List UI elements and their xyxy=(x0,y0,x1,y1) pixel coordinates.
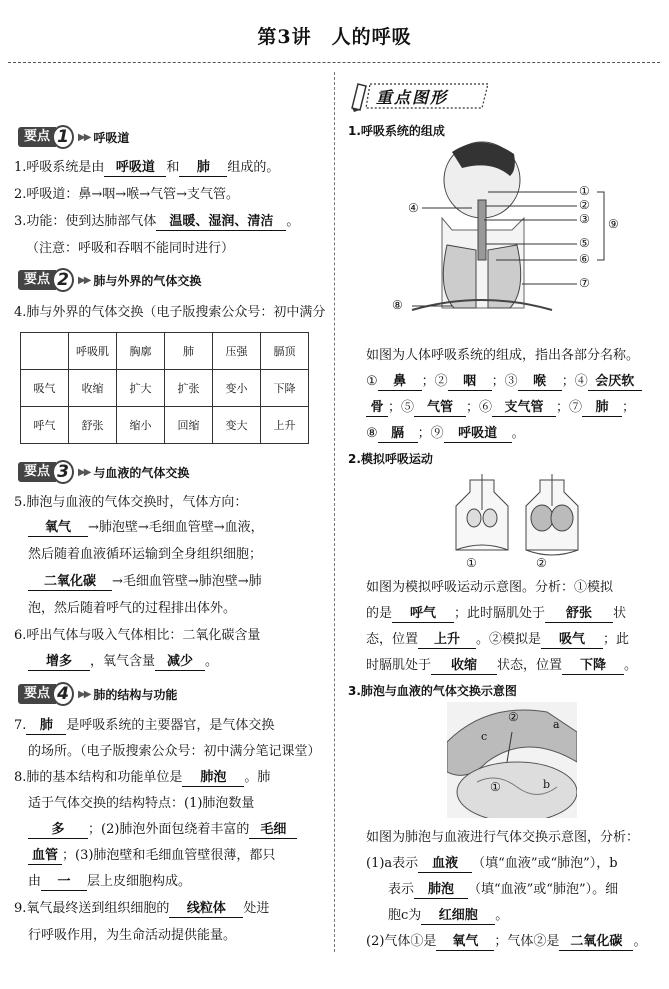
fig1-label-9: ⑨ xyxy=(608,217,619,231)
p3-line2: 氧气 →肺泡壁→毛细血管壁→血液， xyxy=(28,520,264,537)
s3-line2: (1)a表示 血液 （填“血液”或“肺泡”），b xyxy=(366,856,618,871)
answer-capillary-2: 血管 xyxy=(28,848,62,865)
point-number: 3 xyxy=(52,460,74,484)
fig1-label-8: ⑧ xyxy=(392,298,403,312)
point-tag: 要点 xyxy=(18,462,56,482)
point-number: 2 xyxy=(52,268,74,292)
s3-line1: 如图为肺泡与血液进行气体交换示意图，分析： xyxy=(366,830,640,845)
p4-line6: 血管 ；(3)肺泡壁和毛细血管壁很薄，都只 xyxy=(28,848,275,865)
p3-line7: 增多 ，氧气含量 减少 。 xyxy=(28,654,218,671)
point-badge-1 xyxy=(18,125,129,149)
header-divider xyxy=(8,62,660,63)
answer-many: 多 xyxy=(28,822,88,839)
s3-line5: (2)气体①是 氧气 ；气体②是 二氧化碳 。 xyxy=(366,934,647,949)
p1-line3: 3.功能：使到达肺部气体 温暖、湿润、清洁 。 xyxy=(14,214,300,229)
s2-line3: 态，位置 上升 。②模拟是 吸气 ；此 xyxy=(366,632,630,647)
point-badge-4 xyxy=(18,682,177,706)
p2-line1: 4.肺与外界的气体交换（电子版搜索公众号：初中满分 xyxy=(14,305,326,320)
fig3-label-2: ② xyxy=(508,710,519,724)
point-title: 与血液的气体交换 xyxy=(93,465,190,480)
point-title: 呼吸道 xyxy=(93,130,130,145)
key-figures-banner xyxy=(348,78,496,116)
s2-line1: 如图为模拟呼吸运动示意图。分析：①模拟 xyxy=(366,580,614,595)
point-number: 1 xyxy=(52,125,74,149)
p4-line5: 多 ；(2)肺泡外面包绕着丰富的 毛细 xyxy=(28,822,297,839)
point-title: 肺的结构与功能 xyxy=(93,687,178,702)
answer-decrease: 减少 xyxy=(155,654,205,671)
double-arrow-icon: ▶▶ xyxy=(78,688,90,700)
answer-function: 温暖、湿润、清洁 xyxy=(156,214,286,231)
fig1-label-2: ② xyxy=(579,198,590,212)
p4-line9: 行呼吸作用，为生命活动提供能量。 xyxy=(28,928,237,943)
banner-title: 重点图形 xyxy=(376,88,449,107)
p3-line5: 泡，然后随着呼气的过程排出体外。 xyxy=(28,601,237,616)
column-divider xyxy=(334,72,335,952)
double-arrow-icon: ▶▶ xyxy=(78,274,90,286)
fig1-label-6: ⑥ xyxy=(579,252,590,266)
fig3-label-1: ① xyxy=(490,780,501,794)
p4-line8: 9.氧气最终送到组织细胞的 线粒体 处进 xyxy=(14,901,270,916)
s3-line3: 表示 肺泡 （填“血液”或“肺泡”）。细 xyxy=(388,882,619,897)
s3-line4: 胞c为 红细胞 。 xyxy=(388,908,509,923)
p1-line1: 1.呼吸系统是由 呼吸道 和 肺 组成的。 xyxy=(14,160,280,175)
answer-one-layer: 一 xyxy=(41,874,87,891)
p4-line3: 8.肺的基本结构和功能单位是 肺泡 。肺 xyxy=(14,770,271,785)
answer-lung-organ: 肺 xyxy=(26,718,66,735)
p1-line2: 2.呼吸道：鼻→咽→喉→气管→支气管。 xyxy=(14,187,239,202)
p1-note: （注意：呼吸和吞咽不能同时进行） xyxy=(26,241,235,256)
double-arrow-icon: ▶▶ xyxy=(78,131,90,143)
s1-line4: ⑧ 膈 ；⑨ 呼吸道 。 xyxy=(366,426,525,441)
p3-line6: 6.呼出气体与吸入气体相比：二氧化碳含量 xyxy=(14,628,261,643)
fig1-label-3: ③ xyxy=(579,212,590,226)
answer-lung: 肺 xyxy=(179,160,227,177)
answer-respiratory-tract: 呼吸道 xyxy=(104,160,166,177)
answer-co2: 二氧化碳 xyxy=(28,574,112,591)
p3-line1: 5.肺泡与血液的气体交换时，气体方向： xyxy=(14,495,248,510)
point-title: 肺与外界的气体交换 xyxy=(93,273,202,288)
fig1-label-1: ① xyxy=(579,184,590,198)
page-title: 第3讲 人的呼吸 xyxy=(257,26,412,48)
s1-line2: ① 鼻 ；② 咽 ；③ 喉 ；④ 会厌软 xyxy=(366,374,642,391)
section-3-title: 3.肺泡与血液的气体交换示意图 xyxy=(348,684,517,698)
section-2-title: 2.模拟呼吸运动 xyxy=(348,452,433,466)
point-tag: 要点 xyxy=(18,127,56,147)
breathing-model-figure xyxy=(450,470,600,570)
point-badge-2 xyxy=(18,268,201,292)
fig1-label-5: ⑤ xyxy=(579,236,590,250)
answer-increase: 增多 xyxy=(28,654,90,671)
fig3-label-c: c xyxy=(481,730,488,743)
section-1-title: 1.呼吸系统的组成 xyxy=(348,124,445,138)
answer-mitochondria: 线粒体 xyxy=(169,901,243,918)
point-tag: 要点 xyxy=(18,684,56,704)
fig1-label-4: ④ xyxy=(408,201,419,215)
fig2-label-2: ② xyxy=(536,556,547,570)
p3-line4: 二氧化碳 →毛细血管壁→肺泡壁→肺 xyxy=(28,574,262,591)
answer-oxygen: 氧气 xyxy=(28,520,88,537)
fig3-label-a: a xyxy=(553,718,560,731)
s1-text1: 如图为人体呼吸系统的组成，指出各部分名称。 xyxy=(366,348,640,363)
p4-line2: 的场所。（电子版搜索公众号：初中满分笔记课堂） xyxy=(28,744,321,759)
answer-alveolus: 肺泡 xyxy=(182,770,244,787)
gas-exchange-table: 呼吸肌 胸廓 肺 压强 膈顶 吸气 收缩 扩大 扩张 变小 下降 呼气 舒张 缩小 回缩 变大 上升 xyxy=(20,332,309,444)
respiratory-system-figure xyxy=(392,140,632,340)
fig3-label-b: b xyxy=(543,778,551,791)
answer-capillary-1: 毛细 xyxy=(249,822,297,839)
fig1-label-7: ⑦ xyxy=(579,276,590,290)
p4-line4: 适于气体交换的结构特点：(1)肺泡数量 xyxy=(28,796,255,811)
s2-line4: 时膈肌处于 收缩 状态，位置 下降 。 xyxy=(366,658,638,673)
p4-line7: 由 一 层上皮细胞构成。 xyxy=(28,874,192,889)
double-arrow-icon: ▶▶ xyxy=(78,466,90,478)
fig2-label-1: ① xyxy=(466,556,477,570)
s1-line3: 骨 ；⑤ 气管 ；⑥ 支气管 ；⑦ 肺 ； xyxy=(366,400,635,417)
p3-line3: 然后随着血液循环运输到全身组织细胞； xyxy=(28,547,263,562)
point-badge-3 xyxy=(18,460,189,484)
point-tag: 要点 xyxy=(18,270,56,290)
point-number: 4 xyxy=(52,682,74,706)
p4-line1: 7. 肺 是呼吸系统的主要器官，是气体交换 xyxy=(14,718,275,733)
s2-line2: 的是 呼气 ；此时膈肌处于 舒张 状 xyxy=(366,606,627,621)
